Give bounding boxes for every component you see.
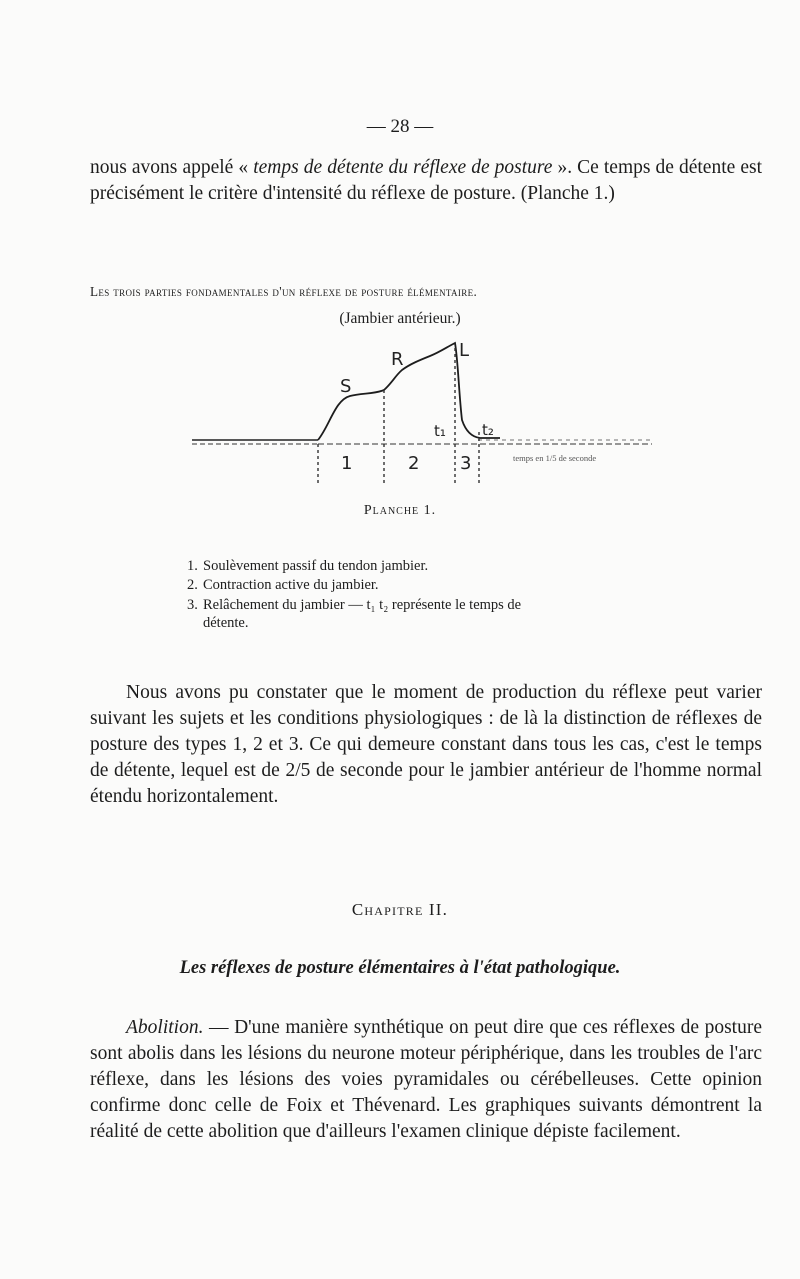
intro-before: nous avons appelé « — [90, 157, 254, 178]
figure-title: Les trois parties fondamentales d'un réflexe de posture élémentaire. — [90, 284, 478, 299]
plate-caption: Planche 1. — [363, 503, 437, 518]
legend-text-2: Contraction active du jambier. — [203, 577, 379, 593]
legend-num-3: 3. — [187, 597, 198, 613]
intro-after: ». Ce temps de détente est précisément le critère d'intensité du réflexe de posture. (Planche 1.) — [90, 157, 762, 204]
legend-item-2 — [187, 577, 652, 595]
label-s: S — [340, 376, 352, 397]
intro-emphasis: temps de détente du réflexe de posture — [253, 157, 553, 178]
label-part-1: 1 — [341, 453, 353, 474]
label-t2: t₂ — [482, 421, 494, 439]
page-number: — 28 — — [366, 116, 434, 137]
legend-item-3 — [187, 597, 652, 632]
label-part-2: 2 — [408, 453, 420, 474]
label-r: R — [391, 349, 404, 370]
label-t1: t₁ — [434, 422, 446, 440]
legend-text-3: Relâchement du jambier — t₁ t₂ représente le temps de — [203, 597, 522, 613]
chapter-heading: Chapitre II. — [351, 900, 449, 919]
label-part-3: 3 — [460, 453, 472, 474]
legend-num-2: 2. — [187, 577, 198, 593]
figure-subtitle: (Jambier antérieur.) — [339, 310, 461, 327]
paragraph-2: Nous avons pu constater que le moment de production du réflexe peut varier suivant les sujets et les conditions physiologiques : de là la distinction de réflexes de posture des types 1, 2 et 3. Ce qui demeure constant dans tous les cas, c'est le temps de détente, lequel est de 2/5 de seconde pour le jambier antérieur de l'homme normal étendu horizontalement. — [90, 682, 762, 807]
paragraph-3-text: — D'une manière synthétique on peut dire que ces réflexes de posture sont abolis dans les lésions du neurone moteur périphérique, dans les troubles de l'arc réflexe, dans les lésions des voies pyramidales ou cérébelleuses. Cette opinion confirme donc celle de Foix et Thévenard. Les graphiques suivants démontrent la réalité de cette abolition que d'ailleurs l'examen clinique dépiste facilement. — [90, 1017, 762, 1142]
label-l: L — [459, 340, 470, 361]
legend-item-1 — [187, 558, 652, 576]
axis-caption: temps en 1/5 de seconde — [513, 453, 597, 463]
section-title: Les réflexes de posture élémentaires à l'état pathologique. — [179, 958, 621, 978]
legend-cont-3: détente. — [203, 614, 249, 631]
paragraph-3-lead: Abolition. — [126, 1017, 204, 1038]
legend-text-1: Soulèvement passif du tendon jambier. — [203, 558, 429, 574]
paragraph-3 — [90, 1015, 762, 1145]
legend-num-1: 1. — [187, 558, 198, 574]
